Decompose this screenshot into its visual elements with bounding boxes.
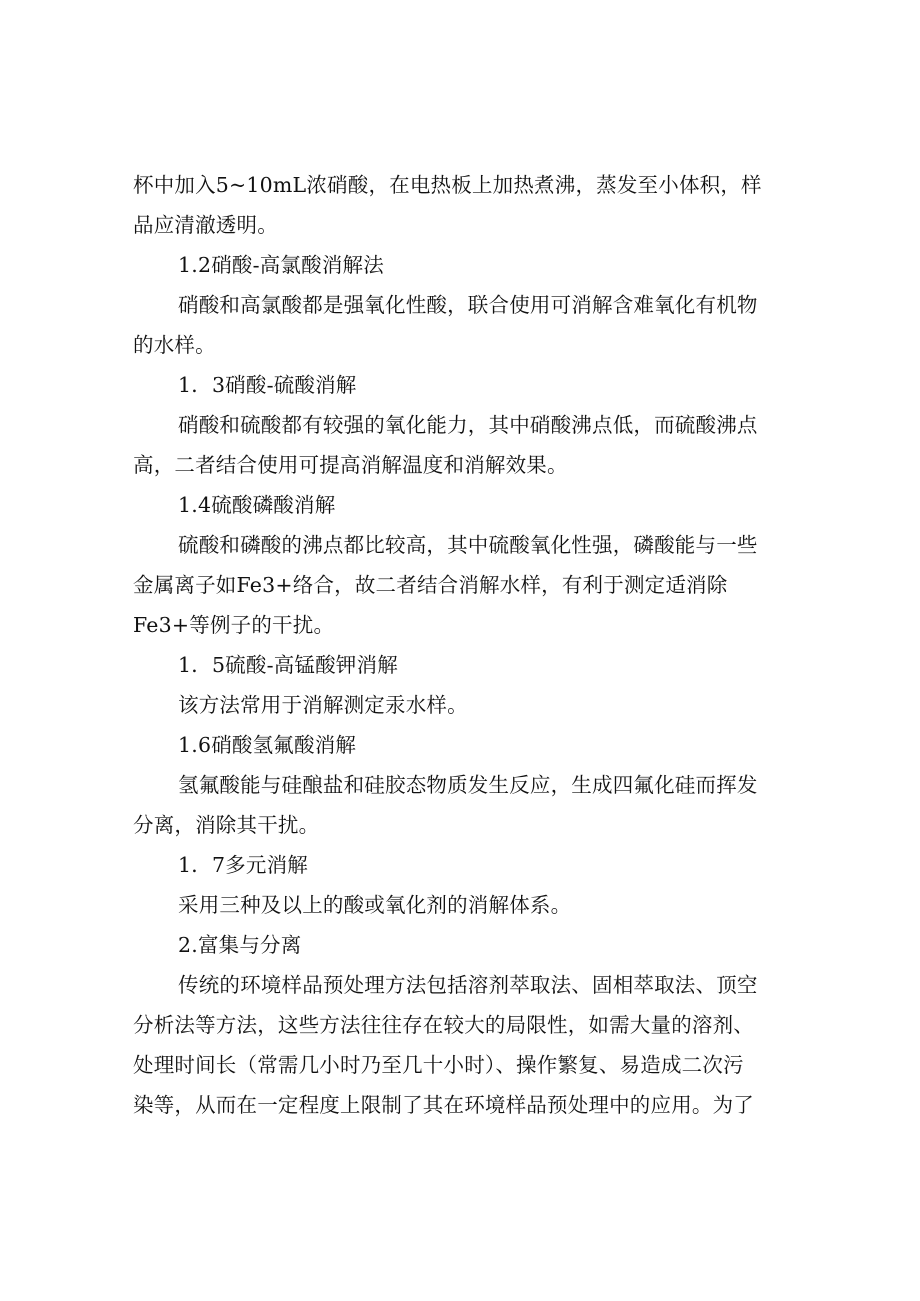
section-heading: 1.2硝酸-高氯酸消解法	[178, 253, 384, 277]
text-line: 分离，消除其干扰。	[133, 813, 320, 837]
section-heading: 1.6硝酸氢氟酸消解	[178, 733, 357, 757]
text-line: 分析法等方法，这些方法往往存在较大的局限性，如需大量的溶剂、	[133, 1013, 754, 1037]
section-heading: 1．5硫酸-高锰酸钾消解	[178, 653, 398, 677]
section-heading: 1．3硝酸-硫酸消解	[178, 373, 357, 397]
text-line: 金属离子如Fe3+络合，故二者结合消解水样，有利于测定适消除	[133, 573, 728, 597]
section-heading: 1．7多元消解	[178, 853, 308, 877]
text-line: 处理时间长（常需几小时乃至几十小时）、操作繁复、易造成二次污	[133, 1053, 744, 1077]
text-line: 该方法常用于消解测定汞水样。	[178, 693, 468, 717]
text-line: 的水样。	[133, 333, 216, 357]
section-heading: 1.4硫酸磷酸消解	[178, 493, 336, 517]
text-line: 硝酸和硫酸都有较强的氧化能力，其中硝酸沸点低，而硫酸沸点	[178, 413, 758, 437]
text-line: 高，二者结合使用可提高消解温度和消解效果。	[133, 453, 568, 477]
text-line: 品应清澈透明。	[133, 213, 278, 237]
text-line: Fe3+等例子的干扰。	[133, 613, 335, 637]
text-line: 杯中加入5~10mL浓硝酸，在电热板上加热煮沸，蒸发至小体积，样	[133, 173, 762, 197]
text-line: 硫酸和磷酸的沸点都比较高，其中硫酸氧化性强，磷酸能与一些	[178, 533, 758, 557]
text-line: 硝酸和高氯酸都是强氧化性酸，联合使用可消解含难氧化有机物	[178, 293, 758, 317]
text-line: 染等，从而在一定程度上限制了其在环境样品预处理中的应用。为了	[133, 1093, 754, 1117]
section-heading: 2.富集与分离	[178, 933, 302, 957]
text-line: 传统的环境样品预处理方法包括溶剂萃取法、固相萃取法、顶空	[178, 973, 758, 997]
text-line: 氢氟酸能与硅酿盐和硅胶态物质发生反应，生成四氟化硅而挥发	[178, 773, 758, 797]
text-line: 采用三种及以上的酸或氧化剂的消解体系。	[178, 893, 572, 917]
